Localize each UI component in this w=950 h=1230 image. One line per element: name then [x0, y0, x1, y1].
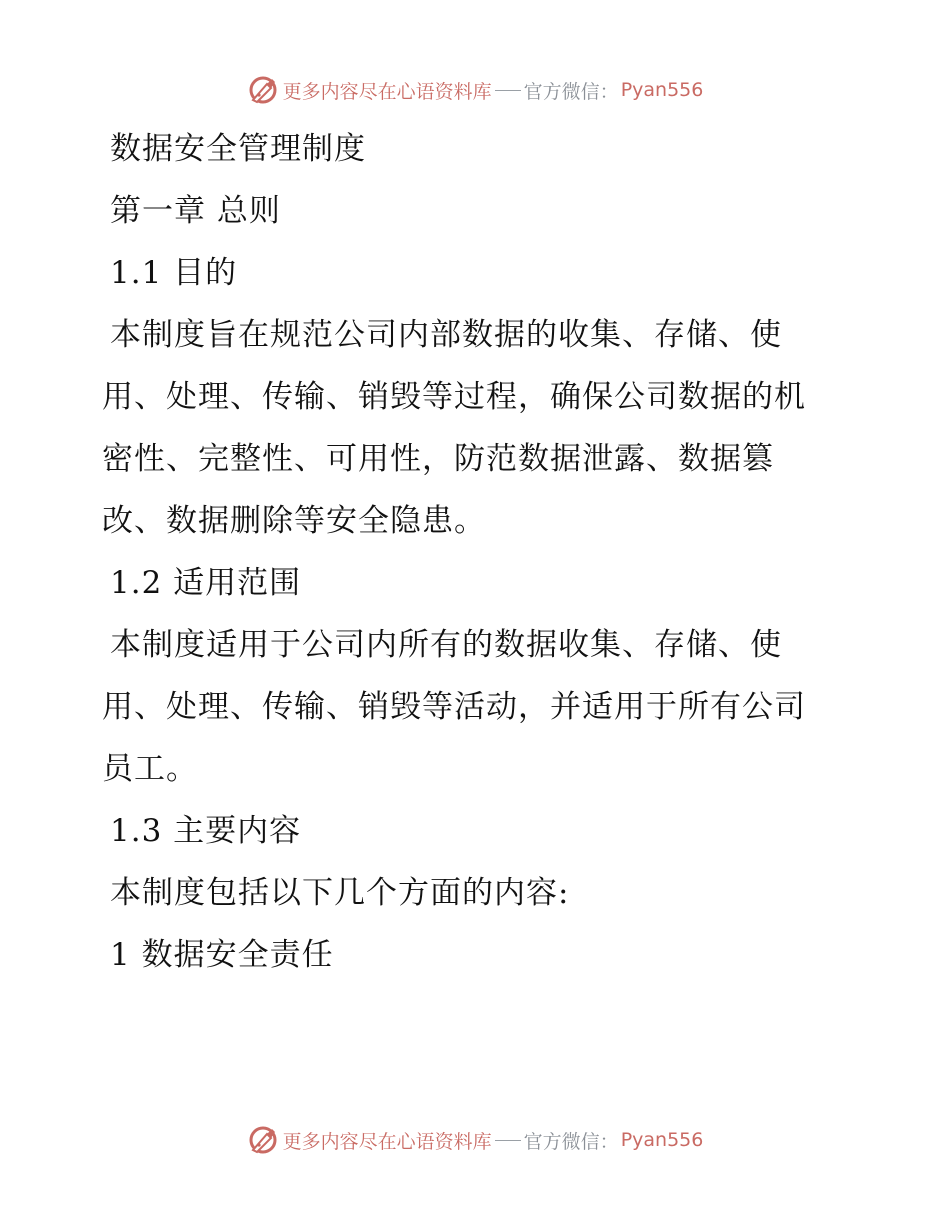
section-heading-1-3: 1.3 主要内容 [110, 813, 302, 849]
paragraph-line: 用、处理、传输、销毁等过程，确保公司数据的机 [102, 379, 806, 415]
banner-wechat-id: Pyan556 [620, 79, 704, 101]
paragraph-contents-intro: 本制度包括以下几个方面的内容: [110, 875, 570, 911]
pen-nib-logo-icon [247, 1124, 279, 1156]
paragraph-line: 用、处理、传输、销毁等活动，并适用于所有公司 [102, 689, 806, 725]
footer-banner [0, 1120, 950, 1160]
paragraph-scope [102, 614, 862, 800]
document-title: 数据安全管理制度 [110, 131, 366, 167]
banner-site-text: 更多内容尽在心语资料库 [282, 1130, 492, 1153]
banner-dash [495, 1140, 521, 1141]
paragraph-line: 本制度旨在规范公司内部数据的收集、存储、使 [110, 317, 782, 353]
paragraph-line: 员工。 [102, 751, 198, 787]
banner-wechat-id: Pyan556 [620, 1129, 704, 1151]
banner-site-text: 更多内容尽在心语资料库 [282, 80, 492, 103]
document-body [102, 118, 862, 986]
paragraph-line: 密性、完整性、可用性，防范数据泄露、数据篡 [102, 441, 774, 477]
header-banner [0, 70, 950, 110]
paragraph-purpose [102, 304, 862, 552]
list-item-1: 1 数据安全责任 [110, 937, 334, 973]
section-heading-1-1: 1.1 目的 [110, 255, 238, 291]
paragraph-line: 本制度适用于公司内所有的数据收集、存储、使 [110, 627, 782, 663]
paragraph-line: 改、数据删除等安全隐患。 [102, 503, 486, 539]
banner-dash [495, 90, 521, 91]
banner-wechat-label: 官方微信： [523, 80, 619, 103]
chapter-heading: 第一章 总则 [110, 193, 281, 229]
pen-nib-logo-icon [247, 74, 279, 106]
section-heading-1-2: 1.2 适用范围 [110, 565, 302, 601]
banner-wechat-label: 官方微信： [523, 1130, 619, 1153]
